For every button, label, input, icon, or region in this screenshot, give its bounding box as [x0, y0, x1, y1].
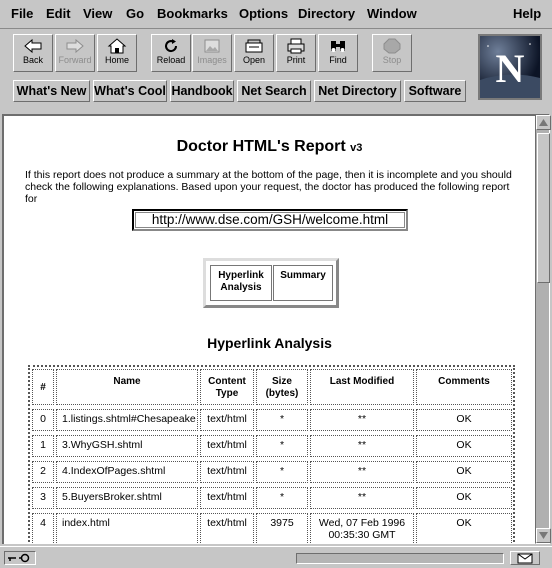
menu-go[interactable]: Go: [126, 6, 145, 21]
cell-name[interactable]: 1.listings.shtml#Chesapeake: [56, 409, 198, 431]
netscape-logo[interactable]: [478, 34, 542, 100]
menu-file[interactable]: File: [11, 6, 34, 21]
stop-button[interactable]: [372, 34, 412, 72]
handbook-button[interactable]: Handbook: [170, 80, 234, 102]
report-nav-table: [203, 258, 339, 308]
cell-comments: OK: [416, 409, 512, 431]
whats-cool-button[interactable]: What's Cool: [93, 80, 167, 102]
cell-size: 3975: [256, 513, 308, 544]
cell-name[interactable]: 3.WhyGSH.shtml: [56, 435, 198, 457]
table-row: [30, 407, 513, 433]
cell-index: 3: [32, 487, 54, 509]
open-icon: [244, 38, 264, 54]
intro-paragraph: If this report does not produce a summary at the bottom of the page, then it is incomplete and you should check the following explanations. Based upon your request, the doctor has produced the following report for: [25, 169, 512, 205]
reload-icon: [161, 38, 181, 54]
find-button[interactable]: [318, 34, 358, 72]
table-row: [30, 433, 513, 459]
status-bar: [0, 546, 552, 568]
table-row: [30, 485, 513, 511]
url-box[interactable]: [132, 209, 408, 231]
header-content-type: Content Type: [200, 369, 254, 405]
cell-size: *: [256, 435, 308, 457]
cell-last-modified: **: [310, 435, 414, 457]
header-last-modified: Last Modified: [310, 369, 414, 405]
menu-view[interactable]: View: [83, 6, 113, 21]
menu-directory[interactable]: Directory: [298, 6, 356, 21]
menu-bar: [0, 0, 552, 29]
reload-button[interactable]: [151, 34, 191, 72]
cell-name[interactable]: index.html: [56, 513, 198, 544]
forward-arrow-icon: [65, 38, 85, 54]
back-button[interactable]: [13, 34, 53, 72]
cell-index: 0: [32, 409, 54, 431]
cell-index: 2: [32, 461, 54, 483]
cell-comments: OK: [416, 461, 512, 483]
cell-content-type: text/html: [200, 435, 254, 457]
print-icon: [286, 38, 306, 54]
scroll-thumb[interactable]: [537, 133, 550, 283]
open-label: Open: [242, 55, 266, 65]
back-arrow-icon: [23, 38, 43, 54]
hyperlink-table: [28, 365, 515, 544]
table-row: [30, 459, 513, 485]
print-label: Print: [286, 55, 306, 65]
cell-last-modified: **: [310, 487, 414, 509]
scroll-down-icon: [537, 529, 550, 542]
content-area: [2, 114, 535, 544]
net-directory-button[interactable]: Net Directory: [314, 80, 401, 102]
forward-button[interactable]: [55, 34, 95, 72]
menu-bookmarks[interactable]: Bookmarks: [157, 6, 228, 21]
progress-bar: [296, 553, 504, 564]
header-index: #: [32, 369, 54, 405]
cell-content-type: text/html: [200, 513, 254, 544]
software-button[interactable]: Software: [404, 80, 466, 102]
table-header-row: [30, 367, 513, 407]
forward-label: Forward: [58, 55, 92, 65]
menu-options[interactable]: Options: [239, 6, 289, 21]
net-search-button[interactable]: Net Search: [237, 80, 311, 102]
logo-letter: N: [495, 46, 525, 91]
scroll-down-button[interactable]: [536, 528, 551, 543]
back-label: Back: [22, 55, 43, 65]
menu-edit[interactable]: Edit: [46, 6, 71, 21]
scroll-up-icon: [537, 116, 550, 129]
toolbar: [0, 29, 552, 109]
scroll-up-button[interactable]: [536, 115, 551, 130]
report-url[interactable]: http://www.dse.com/GSH/welcome.html: [151, 212, 389, 227]
menu-window[interactable]: Window: [367, 6, 417, 21]
cell-size: *: [256, 409, 308, 431]
images-label: Images: [197, 55, 227, 65]
open-button[interactable]: [234, 34, 274, 72]
cell-name[interactable]: 5.BuyersBroker.shtml: [56, 487, 198, 509]
binoculars-icon: [328, 38, 348, 54]
cell-size: *: [256, 461, 308, 483]
report-version: v3: [350, 142, 363, 154]
find-label: Find: [329, 55, 347, 65]
nav-summary[interactable]: Summary: [273, 265, 333, 301]
cell-content-type: text/html: [200, 409, 254, 431]
page-title: [4, 138, 535, 156]
header-comments: Comments: [416, 369, 512, 405]
security-key-indicator[interactable]: [4, 551, 36, 565]
table-row: [30, 511, 513, 544]
cell-comments: OK: [416, 435, 512, 457]
cell-content-type: text/html: [200, 461, 254, 483]
cell-name[interactable]: 4.IndexOfPages.shtml: [56, 461, 198, 483]
menu-help[interactable]: Help: [513, 6, 542, 21]
stop-label: Stop: [382, 55, 402, 65]
reload-label: Reload: [156, 55, 186, 65]
whats-new-button[interactable]: What's New: [13, 80, 90, 102]
cell-comments: OK: [416, 487, 512, 509]
header-name: Name: [56, 369, 198, 405]
home-button[interactable]: [97, 34, 137, 72]
print-button[interactable]: [276, 34, 316, 72]
cell-content-type: text/html: [200, 487, 254, 509]
cell-last-modified: **: [310, 409, 414, 431]
home-icon: [107, 38, 127, 54]
netscape-n-icon: [480, 36, 540, 98]
images-icon: [202, 38, 222, 54]
report-title-text: Doctor HTML's Report: [176, 138, 346, 155]
broken-key-icon: [5, 552, 35, 564]
cell-comments: OK: [416, 513, 512, 544]
cell-size: *: [256, 487, 308, 509]
nav-hyperlink-analysis[interactable]: Hyperlink Analysis: [210, 265, 272, 301]
cell-last-modified: Wed, 07 Feb 1996 00:35:30 GMT: [310, 513, 414, 544]
stop-icon: [382, 38, 402, 54]
cell-index: 1: [32, 435, 54, 457]
section-title: Hyperlink Analysis: [207, 335, 332, 351]
header-size: Size (bytes): [256, 369, 308, 405]
home-label: Home: [104, 55, 129, 65]
mail-button[interactable]: [510, 551, 540, 565]
mail-icon: [511, 552, 539, 564]
cell-last-modified: **: [310, 461, 414, 483]
cell-index: 4: [32, 513, 54, 544]
vertical-scrollbar[interactable]: [535, 114, 550, 544]
images-button[interactable]: [192, 34, 232, 72]
